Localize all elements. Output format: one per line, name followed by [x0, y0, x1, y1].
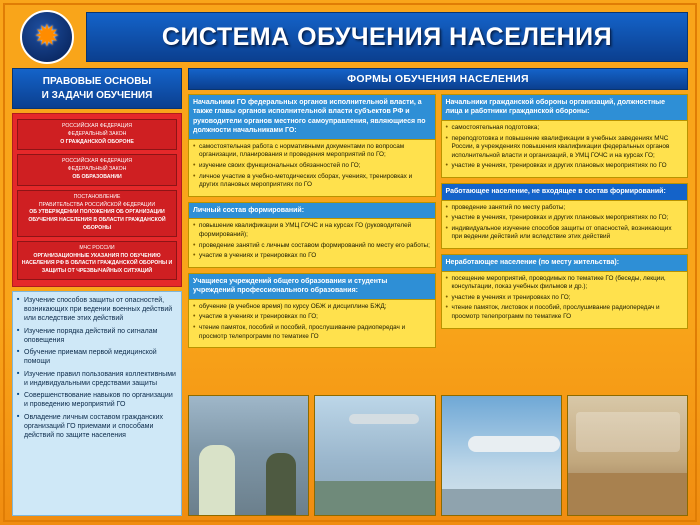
card-organization-heads — [441, 94, 689, 178]
list-item: ■ Совершенствование навыков по организации и проведению мероприятий ГО — [17, 391, 177, 409]
photo-chemical-protection-training — [188, 395, 309, 516]
list-item: • индивидуальное изучение способов защиты от опасностей, возникающих при ведении действий или вследствие этих действий — [446, 225, 684, 242]
list-item: • чтение памяток, листовок и пособий, прослушивание радиопередач и просмотр телепрограмм по тематике ГО — [446, 304, 684, 321]
mchs-emblem-icon — [12, 9, 82, 65]
law-item-top-1: РОССИЙСКАЯ ФЕДЕРАЦИЯ — [61, 158, 132, 165]
law-item-top-2: ФЕДЕРАЛЬНЫЙ ЗАКОН — [67, 130, 127, 137]
emblem-star-icon: ✹ — [34, 20, 60, 53]
law-item-title: О ГРАЖДАНСКОЙ ОБОРОНЕ — [60, 138, 134, 145]
law-item-top-1: ПОСТАНОВЛЕНИЕ — [73, 193, 121, 200]
law-item-title: ОБ ОБРАЗОВАНИИ — [72, 173, 122, 180]
law-item — [17, 119, 177, 150]
card-title: Начальники гражданской обороны организаций, должностные лица и работники гражданской обороны: — [442, 95, 688, 121]
list-item: ■ Изучение способов защиты от опасностей, возникающих при ведении военных действий или вследствие этих действий — [17, 296, 177, 324]
forms-section-title: ФОРМЫ ОБУЧЕНИЯ НАСЕЛЕНИЯ — [188, 68, 688, 90]
law-item-top-2: ФЕДЕРАЛЬНЫЙ ЗАКОН — [67, 166, 127, 173]
list-item: • участие в учениях, тренировках и других плановых мероприятиях по ГО; — [446, 214, 684, 223]
list-item: • обучение (в учебное время) по курсу ОБЖ и дисциплине БЖД; — [193, 303, 431, 312]
list-item: • самостоятельная работа с нормативными документами по вопросам организации, планирования и проведения мероприятий по ГО; — [193, 143, 431, 160]
forms-column-right — [441, 94, 689, 391]
list-item: ■ Овладение личным составом гражданских организаций ГО приемами и способами действий по защите населения — [17, 413, 177, 441]
card-title: Личный состав формирований: — [189, 203, 435, 219]
card-body — [442, 201, 688, 249]
list-item: ■ Обучение приемам первой медицинской помощи — [17, 348, 177, 366]
right-column — [188, 68, 688, 516]
list-item: • самостоятельная подготовка; — [446, 124, 684, 133]
law-item-title: ОРГАНИЗАЦИОННЫЕ УКАЗАНИЯ ПО ОБУЧЕНИЮ НАСЕЛЕНИЯ РФ В ОБЛАСТИ ГРАЖДАНСКОЙ ОБОРОНЫ И ЗАЩИТЫ ОТ ЧРЕЗВЫЧАЙНЫХ СИТУАЦИЙ — [21, 252, 173, 275]
law-item-title: ОБ УТВЕРЖДЕНИИ ПОЛОЖЕНИЯ ОБ ОРГАНИЗАЦИИ ОБУЧЕНИЯ НАСЕЛЕНИЯ В ОБЛАСТИ ГРАЖДАНСКОЙ ОБОРОНЫ — [28, 209, 166, 231]
card-body — [189, 219, 435, 267]
card-title: Учащиеся учреждений общего образования и студенты учреждений профессионального образования: — [189, 274, 435, 300]
photo-strip — [188, 395, 688, 516]
left-column — [12, 68, 182, 516]
card-title: Неработающее население (по месту жительства): — [442, 255, 688, 271]
poster-header — [6, 6, 694, 68]
card-body — [189, 140, 435, 196]
law-item — [17, 154, 177, 185]
card-body — [189, 300, 435, 348]
forms-cards-grid — [188, 94, 688, 391]
card-body — [442, 121, 688, 177]
photo-classroom-lecture — [567, 395, 688, 516]
list-item: • участие в учениях и тренировках по ГО — [193, 252, 431, 261]
page-title-bar — [86, 12, 688, 62]
law-item-top-1: МЧС РОССИИ — [79, 244, 115, 251]
list-item: ■ Изучение правил пользования коллективными и индивидуальными средствами защиты — [17, 370, 177, 388]
forms-column-left — [188, 94, 436, 391]
law-item-top-1: РОССИЙСКАЯ ФЕДЕРАЦИЯ — [61, 123, 132, 129]
list-item: ■ Изучение порядка действий по сигналам оповещения — [17, 327, 177, 345]
card-non-working-population — [441, 254, 689, 329]
law-item — [17, 190, 177, 237]
card-federal-heads — [188, 94, 436, 197]
photo-rescue-drill-field — [314, 395, 435, 516]
left-column-title — [12, 68, 182, 109]
card-formation-personnel — [188, 202, 436, 268]
left-title-line-2: И ЗАДАЧИ ОБУЧЕНИЯ — [41, 89, 153, 101]
card-working-population — [441, 183, 689, 249]
list-item: • участие в учениях и тренировках по ГО; — [446, 294, 684, 303]
list-item: • проведение занятий с личным составом формирований по месту его работы; — [193, 242, 431, 251]
poster-body — [6, 68, 694, 516]
page-title: СИСТЕМА ОБУЧЕНИЯ НАСЕЛЕНИЯ — [161, 22, 613, 51]
card-title: Работающее население, не входящее в состав формирований: — [442, 184, 688, 200]
list-item: • участие в учениях, тренировках и других плановых мероприятиях по ГО — [446, 162, 684, 171]
list-item: • чтение памяток, пособий и пособий, прослушивание радиопередач и просмотр телепрограмм по тематике ГО — [193, 324, 431, 341]
list-item: • изучение своих функциональных обязанностей по ГО; — [193, 162, 431, 171]
law-item — [17, 241, 177, 280]
legal-documents-block — [12, 113, 182, 287]
list-item: • проведение занятий по месту работы; — [446, 204, 684, 213]
list-item: • переподготовка и повышение квалификации в учебных заведениях МЧС России, в учреждениях повышения квалификации федеральных органов исполнительной власти и организаций, в УМЦ ГОЧС и на курсах ГО; — [446, 135, 684, 161]
list-item: • участие в учениях и тренировках по ГО; — [193, 313, 431, 322]
emblem-disc — [20, 10, 74, 64]
training-tasks-list — [12, 291, 182, 516]
card-title: Начальники ГО федеральных органов исполнительной власти, а также главы органов исполнительной власти субъектов РФ и руководители органов местного самоуправления, являющиеся по должности начальниками ГО: — [189, 95, 435, 140]
law-item-top-2: ПРАВИТЕЛЬСТВА РОССИЙСКОЙ ФЕДЕРАЦИИ — [38, 201, 156, 208]
list-item: • посещение мероприятий, проводимых по тематике ГО (беседы, лекции, консультации, показ учебных фильмов и др.); — [446, 275, 684, 292]
card-students — [188, 273, 436, 348]
list-item: • личное участие в учебно-методических сборах, учениях, тренировках и других плановых мероприятиях по ГО — [193, 173, 431, 190]
left-title-line-1: ПРАВОВЫЕ ОСНОВЫ — [42, 76, 152, 87]
card-body — [442, 272, 688, 328]
list-item: • повышение квалификации в УМЦ ГОЧС и на курсах ГО (руководителей формирований); — [193, 222, 431, 239]
photo-aircraft-foam-exercise — [441, 395, 562, 516]
